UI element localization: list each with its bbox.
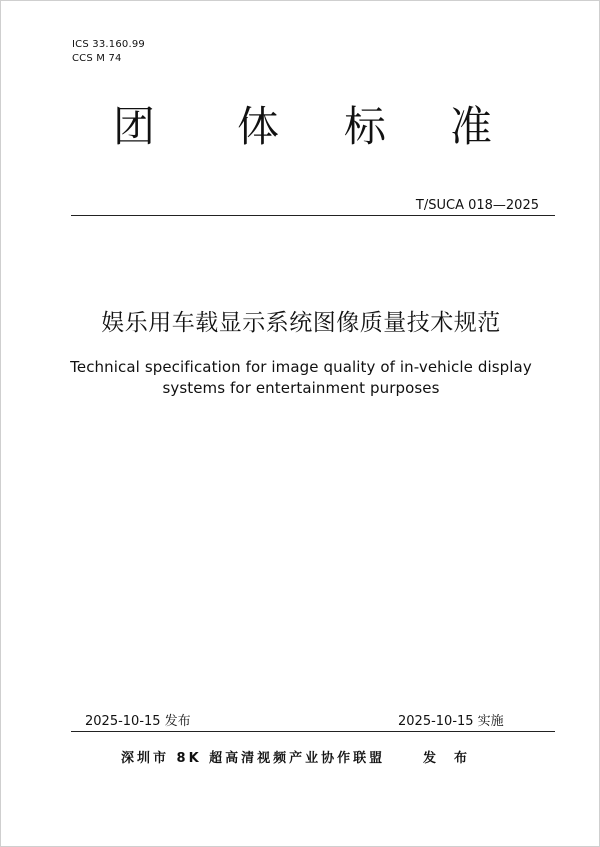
top-divider [71,215,555,216]
chinese-title: 娱乐用车载显示系统图像质量技术规范 [101,310,501,336]
standard-type-char: 准 [449,102,492,151]
bottom-divider [71,731,555,732]
issue-action: 发布 [423,751,486,766]
standard-type-char: 标 [343,102,386,151]
standard-type-heading [1,97,600,157]
implementation-date: 2025-10-15 实施 [398,714,504,729]
publish-date: 2025-10-15 发布 [85,714,191,729]
english-title-line: Technical specification for image quality of in-vehicle display [70,358,532,376]
standard-type-char: 体 [236,102,279,151]
ics-code: ICS 33.160.99 [72,39,145,50]
standard-number: T/SUCA 018—2025 [415,198,539,213]
issuer-name: 深圳市 8K 超高清视频产业协作联盟 [121,751,386,766]
english-title [1,357,600,399]
classification-codes [72,38,145,66]
english-title-line: systems for entertainment purposes [162,379,440,397]
ccs-code: CCS M 74 [72,53,122,64]
standard-type-char: 团 [112,102,155,151]
